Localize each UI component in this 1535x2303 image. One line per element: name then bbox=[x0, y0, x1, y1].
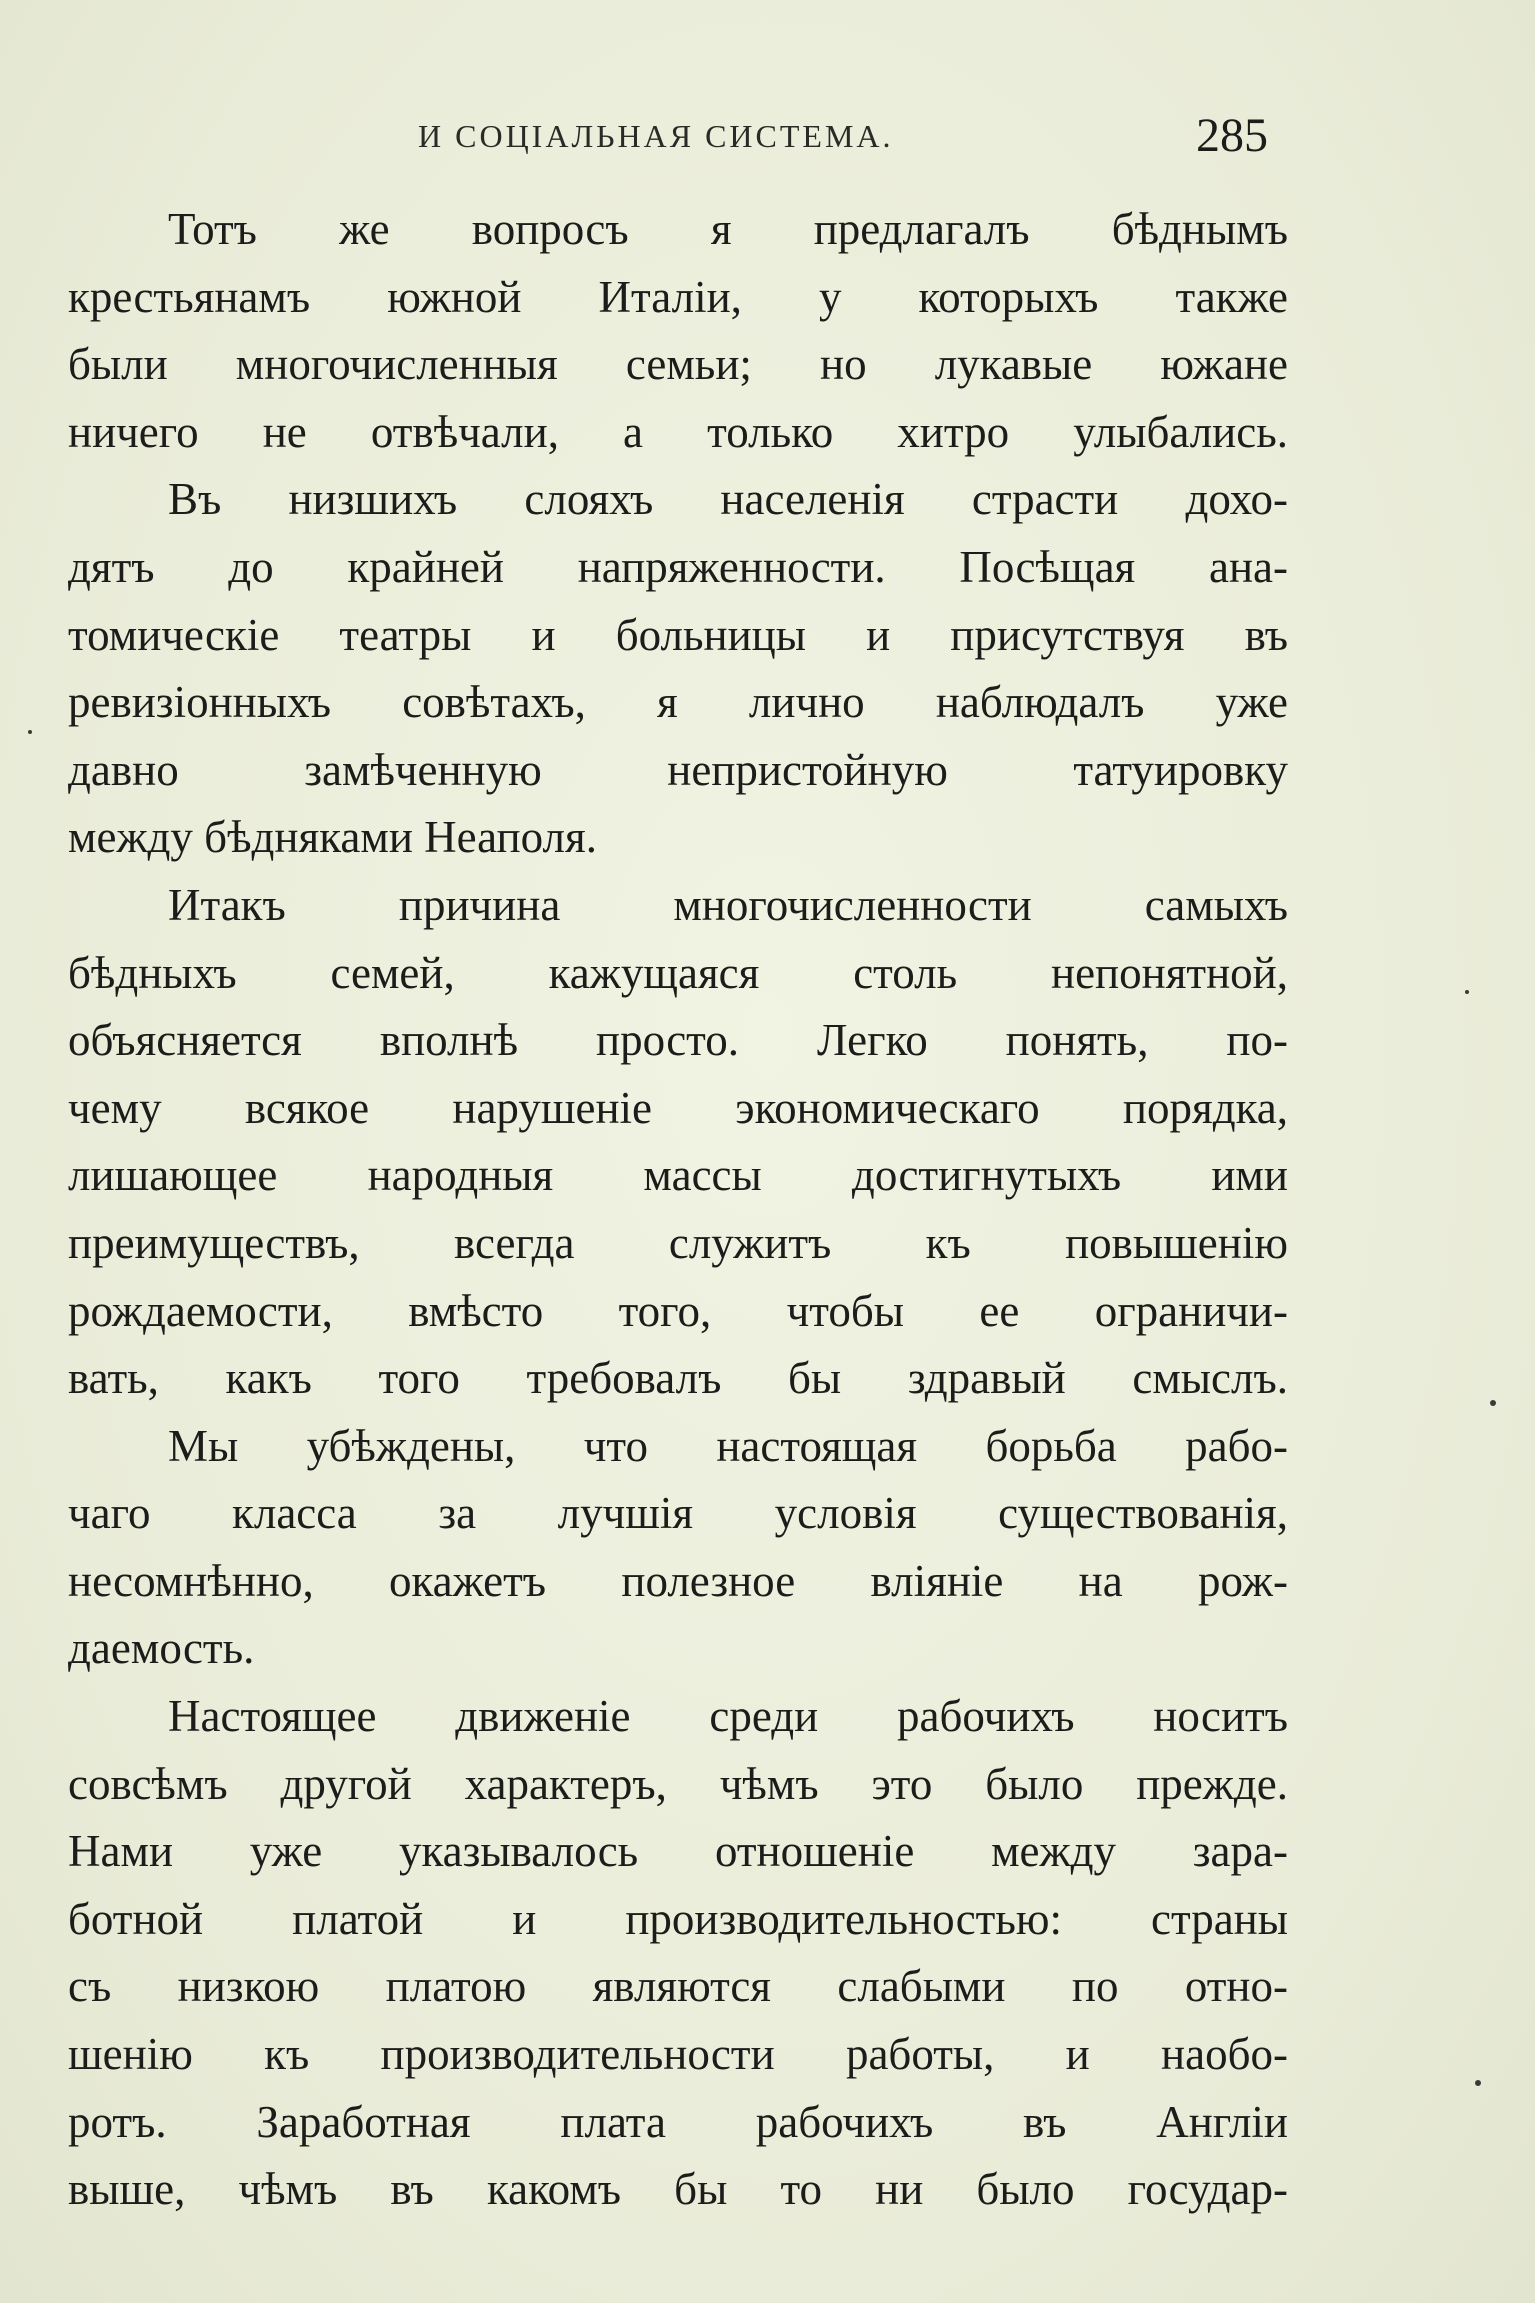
text-line: Тотъ же вопросъ я предлагалъ бѣднымъ bbox=[168, 204, 1288, 254]
text-line: томическіе театры и больницы и присутствуя въ bbox=[68, 609, 1288, 660]
text-line: вать, какъ того требовалъ бы здравый смыслъ. bbox=[68, 1353, 1288, 1404]
text-line: ничего не отвѣчали, а только хитро улыбались. bbox=[68, 406, 1288, 457]
text-line: Настоящее движеніе среди рабочихъ носитъ bbox=[168, 1691, 1288, 1742]
text-line: объясняется вполнѣ просто. Легко понять, по- bbox=[68, 1015, 1288, 1066]
page-number: 285 bbox=[1196, 109, 1268, 162]
text-line: чему всякое нарушеніе экономическаго порядка, bbox=[68, 1082, 1288, 1133]
text-line: ревизіонныхъ совѣтахъ, я лично наблюдалъ уже bbox=[68, 677, 1288, 728]
paper-speck bbox=[1490, 1400, 1496, 1406]
running-title: И СОЦІАЛЬНАЯ СИСТЕМА. bbox=[418, 118, 894, 154]
text-line: Въ низшихъ слояхъ населенія страсти дохо- bbox=[168, 474, 1288, 525]
page-header bbox=[0, 109, 1535, 172]
text-line: ботной платой и производительностью: страны bbox=[68, 1893, 1288, 1944]
text-line: Нами уже указывалось отношеніе между зара- bbox=[68, 1826, 1288, 1877]
text-line: чаго класса за лучшія условія существованія, bbox=[68, 1488, 1288, 1539]
text-line: были многочисленныя семьи; но лукавые южане bbox=[68, 339, 1288, 390]
text-line: несомнѣнно, окажетъ полезное вліяніе на рож- bbox=[68, 1555, 1288, 1606]
text-line: бѣдныхъ семей, кажущаяся столь непонятной, bbox=[68, 947, 1288, 998]
text-line: выше, чѣмъ въ какомъ бы то ни было государ- bbox=[68, 2164, 1288, 2215]
text-line: лишающее народныя массы достигнутыхъ ими bbox=[68, 1150, 1288, 1201]
text-line: между бѣдняками Неаполя. bbox=[68, 812, 597, 863]
text-line: Мы убѣждены, что настоящая борьба рабо- bbox=[168, 1420, 1288, 1471]
text-line: дятъ до крайней напряженности. Посѣщая ана- bbox=[68, 541, 1288, 592]
text-line: крестьянамъ южной Италіи, у которыхъ также bbox=[68, 271, 1288, 322]
text-line: Итакъ причина многочисленности самыхъ bbox=[168, 879, 1288, 930]
text-line: даемость. bbox=[68, 1623, 255, 1674]
text-line: ротъ. Заработная плата рабочихъ въ Англіи bbox=[68, 2096, 1288, 2147]
body-text bbox=[68, 196, 1288, 2224]
paper-speck bbox=[1465, 990, 1469, 994]
text-line: рождаемости, вмѣсто того, чтобы ее ограничи- bbox=[68, 1285, 1288, 1336]
text-line: давно замѣченную непристойную татуировку bbox=[68, 744, 1288, 795]
text-line: преимуществъ, всегда служитъ къ повышенію bbox=[68, 1217, 1288, 1268]
paper-speck bbox=[28, 730, 32, 734]
text-line: съ низкою платою являются слабыми по отно- bbox=[68, 1961, 1288, 2012]
paper-speck bbox=[1475, 2080, 1481, 2086]
text-line: совсѣмъ другой характеръ, чѣмъ это было прежде. bbox=[68, 1758, 1288, 1809]
text-line: шенію къ производительности работы, и наобо- bbox=[68, 2029, 1288, 2080]
